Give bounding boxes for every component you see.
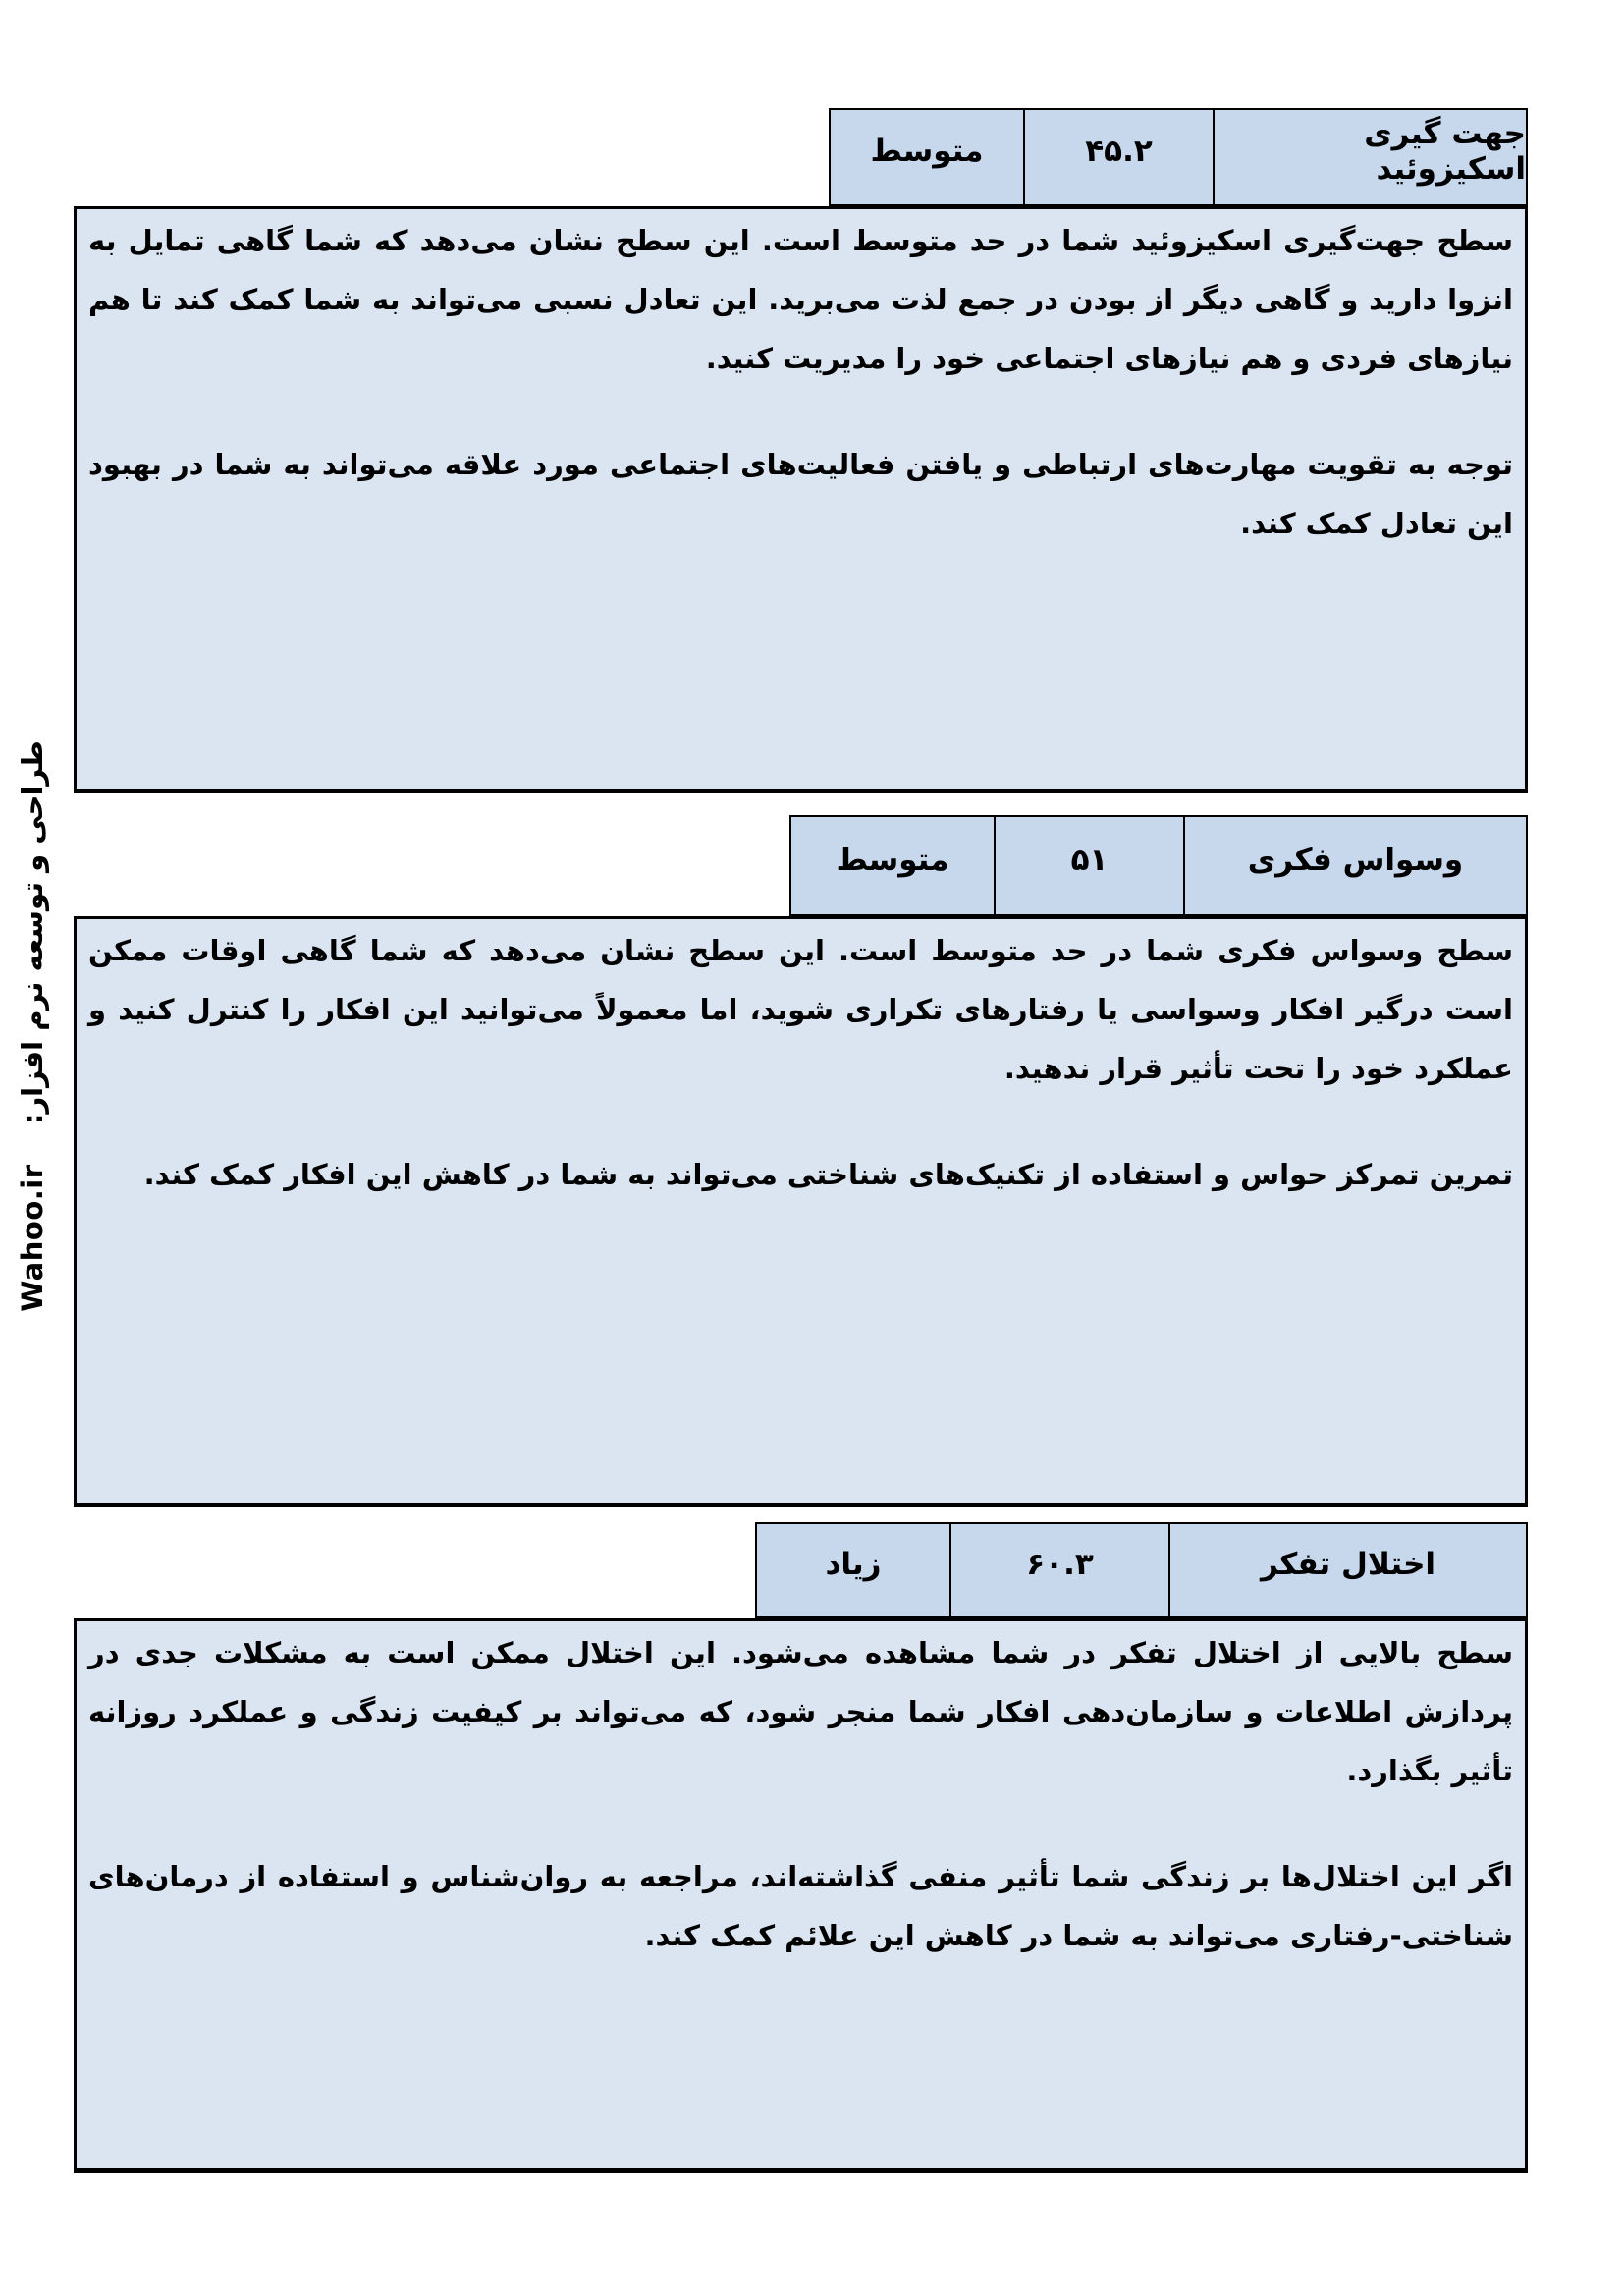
level-cell: متوسط [789,815,996,916]
score-cell: ۵۱ [994,815,1185,916]
developer-credit: طراحی و توسعه نرم افزار: Wahoo.ir [16,740,49,1312]
description-box [74,206,1528,793]
scale-name-cell: جهت گیری اسکیزوئید [1213,108,1528,206]
level-cell: زیاد [755,1522,951,1618]
description-paragraph: سطح جهت‌گیری اسکیزوئید شما در حد متوسط است. این سطح نشان می‌دهد که شما گاهی تمایل به انزوا دارید و گاهی دیگر از بودن در جمع لذت می‌برید. این تعادل نسبی می‌تواند به شما کمک کند تا هم نیازهای فردی و هم نیازهای اجتماعی خود را مدیریت کنید. [88,224,1513,375]
level-cell: متوسط [829,108,1025,206]
scale-header [755,1522,1528,1618]
scale-name-cell: وسواس فکری [1183,815,1528,916]
score-cell: ۴۵.۲ [1023,108,1215,206]
recommendation-paragraph: تمرین تمرکز حواس و استفاده از تکنیک‌های شناختی می‌تواند به شما در کاهش این افکار کمک کند. [143,1158,1513,1191]
score-cell: ۶۰.۳ [949,1522,1170,1618]
recommendation-paragraph: توجه به تقویت مهارت‌های ارتباطی و یافتن فعالیت‌های اجتماعی مورد علاقه می‌تواند به شما در بهبود این تعادل کمک کند. [88,448,1513,540]
description-box [74,916,1528,1507]
scale-header [829,108,1528,206]
description-paragraph: سطح وسواس فکری شما در حد متوسط است. این سطح نشان می‌دهد که شما گاهی اوقات ممکن است درگیر افکار وسواسی یا رفتارهای تکراری شوید، اما معمولاً می‌توانید این افکار را کنترل کنید و عملکرد خود را تحت تأثیر قرار ندهید. [88,934,1513,1085]
scale-name-cell: اختلال تفکر [1168,1522,1528,1618]
recommendation-paragraph: اگر این اختلال‌ها بر زندگی شما تأثیر منفی گذاشته‌اند، مراجعه به روان‌شناس و استفاده از درمان‌های شناختی-رفتاری می‌تواند به شما در کاهش این علائم کمک کند. [88,1860,1513,1952]
description-box [74,1618,1528,2173]
scale-header [789,815,1528,916]
description-paragraph: سطح بالایی از اختلال تفکر در شما مشاهده می‌شود. این اختلال ممکن است به مشکلات جدی در پردازش اطلاعات و سازمان‌دهی افکار شما منجر شود، که می‌تواند بر کیفیت زندگی و عملکرد روزانه تأثیر بگذارد. [88,1636,1513,1787]
